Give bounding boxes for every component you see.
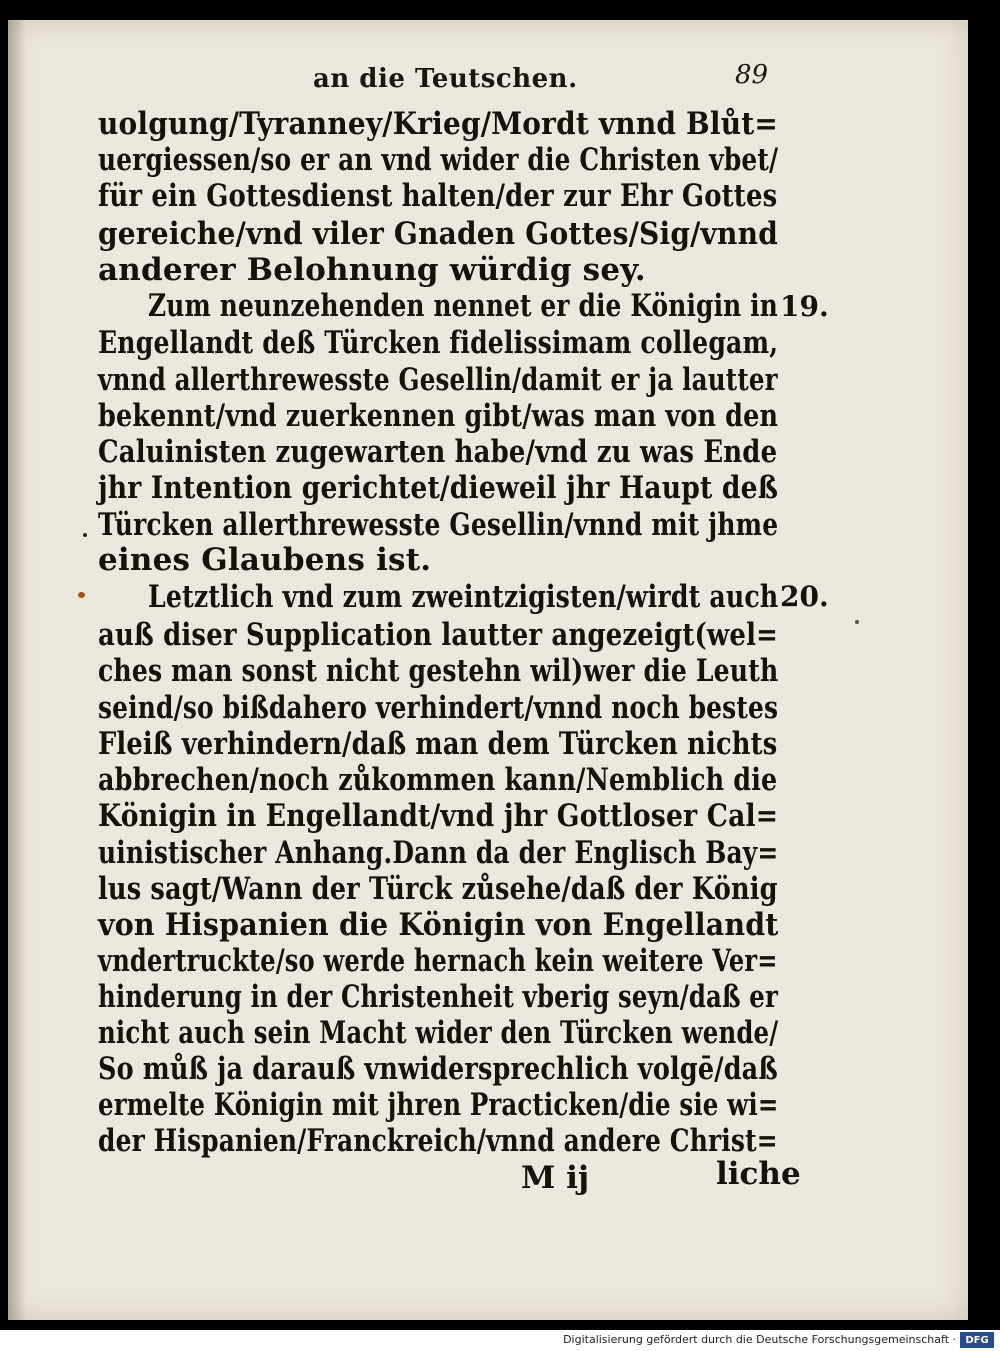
book-page bbox=[8, 20, 968, 1320]
page-gutter-shadow bbox=[8, 20, 26, 1320]
text-line: seind/so bißdahero verhindert/vnnd noch bestes bbox=[98, 690, 779, 726]
dfg-logo[interactable]: DFG bbox=[960, 1332, 994, 1348]
text-line: auß diser Supplication lautter angezeigt(wel= bbox=[98, 617, 779, 653]
text-line: anderer Belohnung würdig sey. bbox=[98, 252, 646, 288]
text-line: Fleiß verhindern/daß man dem Türcken nichts bbox=[98, 726, 778, 762]
margin-number: 20. bbox=[780, 580, 829, 613]
text-line: abbrechen/noch zůkommen kann/Nemblich die bbox=[98, 762, 778, 798]
text-line: Caluinisten zugewarten habe/vnd zu was Ende bbox=[98, 434, 778, 470]
text-line: bekennt/vnd zuerkennen gibt/was man von den bbox=[98, 398, 779, 434]
text-line: Königin in Engellandt/vnd jhr Gottloser Cal= bbox=[98, 798, 779, 834]
text-line: Türcken allerthrewesste Gesellin/vnnd mit jhme bbox=[98, 507, 779, 543]
ink-spot bbox=[855, 620, 859, 624]
text-line: Zum neunzehenden nennet er die Königin in bbox=[148, 288, 778, 324]
text-line: Letztlich vnd zum zweintzigisten/wirdt auch bbox=[148, 579, 779, 615]
text-line: eines Glaubens ist. bbox=[98, 542, 432, 578]
ink-spot bbox=[83, 533, 87, 537]
text-line: uolgung/Tyranney/Krieg/Mordt vnnd Blůt= bbox=[98, 106, 778, 142]
text-line: ermelte Königin mit jhren Practicken/die sie wi= bbox=[98, 1087, 779, 1123]
signature-mark: M ij bbox=[521, 1160, 590, 1196]
text-line: von Hispanien die Königin von Engellandt bbox=[98, 907, 779, 943]
text-line: nicht auch sein Macht wider den Türcken wende/ bbox=[98, 1015, 779, 1051]
page-number: 89 bbox=[735, 60, 769, 90]
text-line: ches man sonst nicht gestehn wil)wer die Leuth bbox=[98, 653, 779, 689]
text-line: vndertruckte/so werde hernach kein weitere Ver= bbox=[98, 943, 778, 979]
text-line: der Hispanien/Franckreich/vnnd andere Christ= bbox=[98, 1123, 778, 1159]
ink-spot bbox=[78, 592, 85, 598]
margin-number: 19. bbox=[780, 290, 829, 323]
digitization-credit: Digitalisierung gefördert durch die Deutsche Forschungsgemeinschaft · bbox=[563, 1333, 956, 1346]
text-line: Engellandt deß Türcken fidelissimam collegam, bbox=[98, 325, 779, 361]
text-line: uinistischer Anhang.Dann da der Englisch Bay= bbox=[98, 835, 779, 871]
footer-bar bbox=[0, 1330, 1000, 1351]
text-line: uergiessen/so er an vnd wider die Christen vbet/ bbox=[98, 142, 779, 178]
text-line: für ein Gottesdienst halten/der zur Ehr Gottes bbox=[98, 178, 778, 214]
text-line: hinderung in der Christenheit vberig seyn/daß er bbox=[98, 979, 778, 1015]
text-line: So můß ja darauß vnwidersprechlich volgē/daß bbox=[98, 1051, 778, 1087]
text-line: gereiche/vnd viler Gnaden Gottes/Sig/vnnd bbox=[98, 216, 778, 252]
text-line: lus sagt/Wann der Türck zůsehe/daß der König bbox=[98, 871, 778, 907]
catchword: liche bbox=[716, 1156, 801, 1192]
running-header: an die Teutschen. bbox=[313, 64, 578, 94]
text-line: vnnd allerthrewesste Gesellin/damit er ja lautter bbox=[98, 362, 778, 398]
text-line: jhr Intention gerichtet/dieweil jhr Haupt deß bbox=[98, 470, 779, 506]
